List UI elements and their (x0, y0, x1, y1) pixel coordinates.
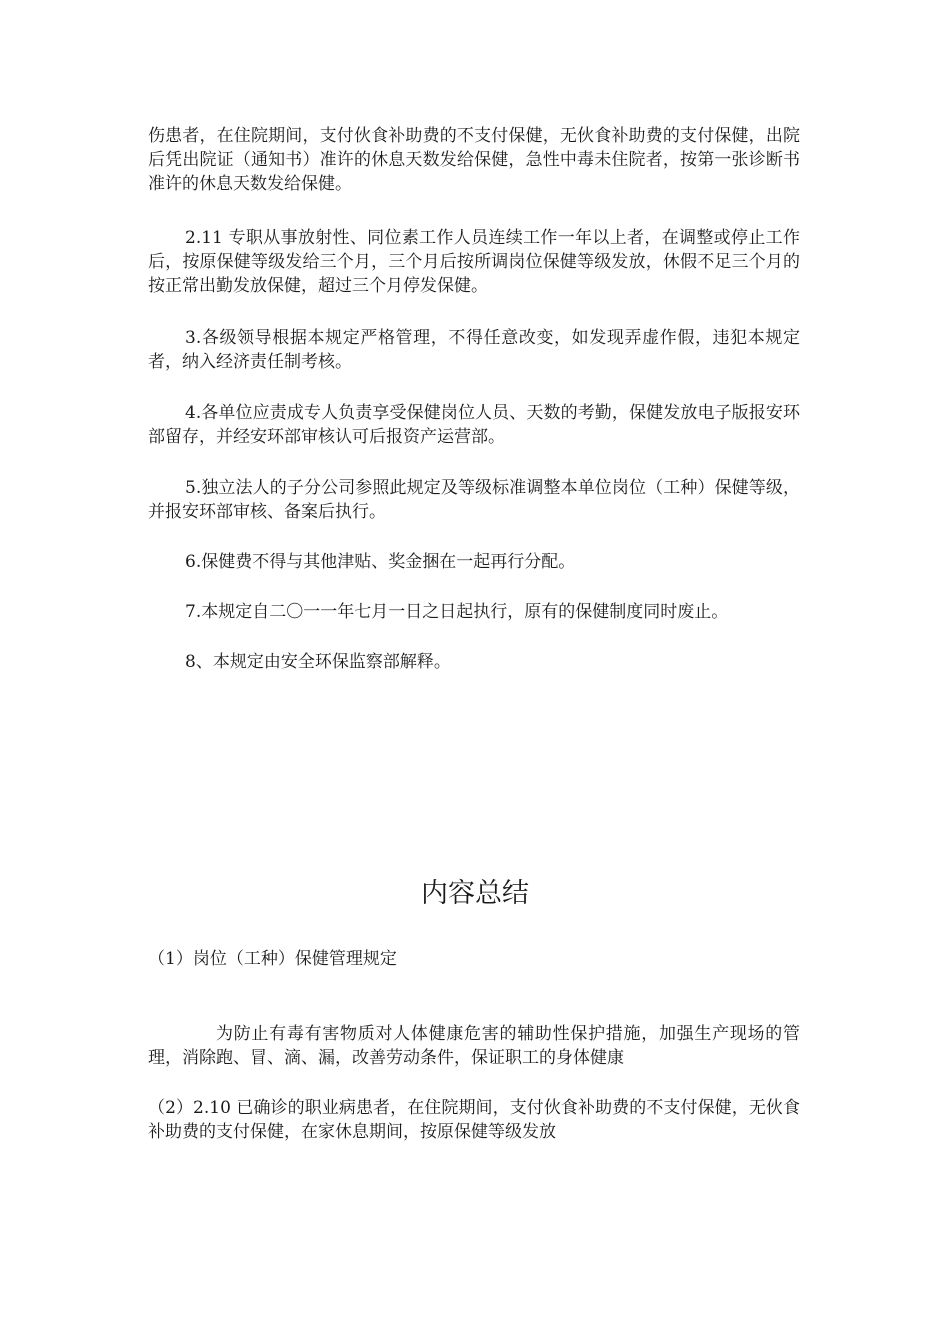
body-paragraph-6: 6.保健费不得与其他津贴、奖金捆在一起再行分配。 (185, 552, 576, 572)
summary-item-1: （1）岗位（工种）保健管理规定 (148, 949, 397, 969)
body-paragraph-2-11: 2.11 专职从事放射性、同位素工作人员连续工作一年以上者，在调整或停止工作后，按原保健等级发给三个月，三个月后按所调岗位保健等级发放，休假不足三个月的按正常出勤发放保健，超过三个月停发保健。 (148, 228, 800, 296)
body-paragraph-8: 8、本规定由安全环保监察部解释。 (185, 652, 451, 672)
summary-title: 内容总结 (421, 878, 529, 909)
body-paragraph-continuation: 伤患者，在住院期间，支付伙食补助费的不支付保健，无伙食补助费的支付保健，出院后凭出院证（通知书）准许的休息天数发给保健，急性中毒未住院者，按第一张诊断书准许的休息天数发给保健。 (148, 126, 800, 194)
body-paragraph-3: 3.各级领导根据本规定严格管理，不得任意改变，如发现弄虚作假，违犯本规定者，纳入经济责任制考核。 (148, 328, 800, 372)
body-paragraph-4: 4.各单位应责成专人负责享受保健岗位人员、天数的考勤，保健发放电子版报安环部留存，并经安环部审核认可后报资产运营部。 (148, 403, 800, 447)
body-paragraph-7: 7.本规定自二〇一一年七月一日之日起执行，原有的保健制度同时废止。 (185, 602, 729, 622)
summary-paragraph-1: 为防止有毒有害物质对人体健康危害的辅助性保护措施，加强生产现场的管理，消除跑、冒、滴、漏，改善劳动条件，保证职工的身体健康 (148, 1024, 800, 1068)
summary-item-2: （2）2.10 已确诊的职业病患者，在住院期间，支付伙食补助费的不支付保健，无伙食补助费的支付保健，在家休息期间，按原保健等级发放 (148, 1098, 800, 1142)
body-paragraph-5: 5.独立法人的子分公司参照此规定及等级标准调整本单位岗位（工种）保健等级，并报安环部审核、备案后执行。 (148, 478, 800, 522)
